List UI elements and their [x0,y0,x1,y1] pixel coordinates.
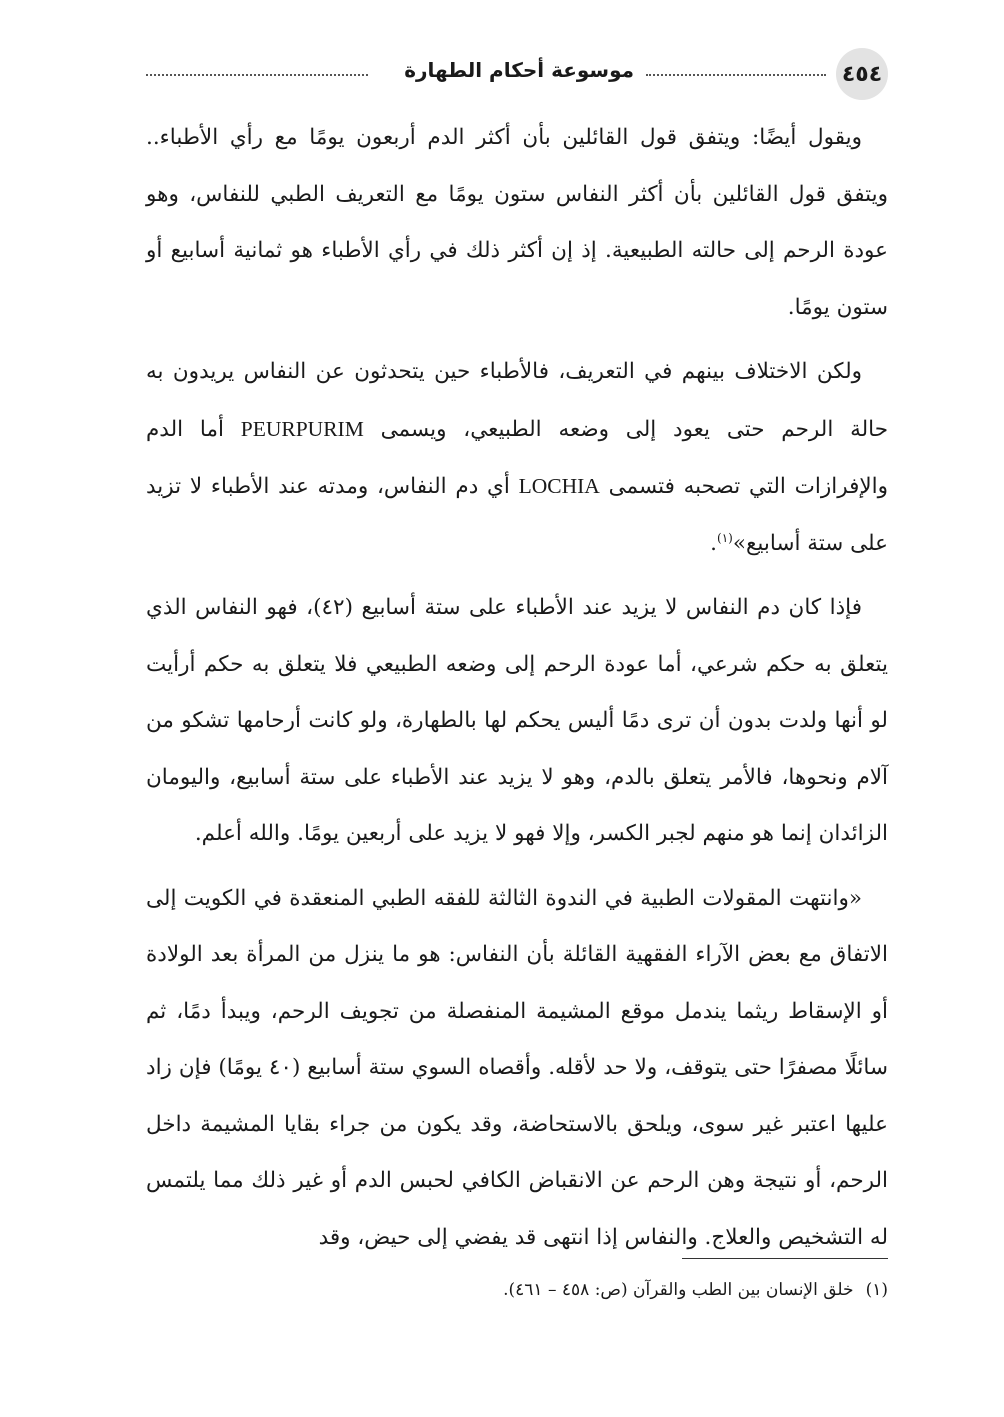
footnote-separator [682,1258,888,1259]
footnote-marker[interactable]: (١) [717,530,733,545]
header-dotted-leader-left [146,74,368,76]
term-peurpurim: PEURPURIM [240,416,364,441]
footnote-text: خلق الإنسان بين الطب والقرآن (ص: ٤٥٨ – ٤٦١). [503,1280,854,1300]
footnote-number: (١) [865,1280,888,1300]
book-title: موسوعة أحكام الطهارة [404,58,634,82]
paragraph-2-part-2: أما الدم والإفرازات التي تصحبه فتسمى [146,416,888,499]
paragraph-1: ويقول أيضًا: ويتفق قول القائلين بأن أكثر الدم أربعون يومًا مع رأي الأطباء.. ويتفق قول القائلين بأن أكثر النفاس ستون يومًا مع التعريف الطبي للنفاس، وهو عودة الرحم إلى حالته الطبيعية. إذ إن أكثر ذلك في رأي الأطباء هو ثمانية أسابيع أو ستون يومًا. [146,125,888,320]
paragraph-2 [146,344,888,572]
paragraph-3: فإذا كان دم النفاس لا يزيد عند الأطباء على ستة أسابيع (٤٢)، فهو النفاس الذي يتعلق به حكم شرعي، أما عودة الرحم إلى وضعه الطبيعي فلا يتعلق به حكم أرأيت لو أنها ولدت بدون أن ترى دمًا أليس يحكم لها بالطهارة، ولو كانت أرحامها تشكو من آلام ونحوها، فالأمر يتعلق بالدم، وهو لا يزيد عند الأطباء على ستة أسابيع، واليومان الزائدان إنما هو منهم لجبر الكسر، وإلا فهو لا يزيد على أربعين يومًا. والله أعلم. [146,595,888,846]
paragraph-2-part-3: أي دم النفاس، ومدته عند الأطباء لا تزيد على ستة أسابيع» [146,474,888,556]
header-dotted-leader-right [646,74,826,76]
main-text [146,110,888,1274]
page-number: ٤٥٤ [841,61,883,87]
footnote [146,1276,888,1304]
paragraph-2-end: . [710,530,717,556]
page-number-badge [836,48,888,100]
page-header [146,44,888,100]
paragraph-2-part-1: ولكن الاختلاف بينهم في التعريف، فالأطباء حين يتحدثون عن النفاس يريدون به حالة الرحم حتى يعود إلى وضعه الطبيعي، ويسمى [146,359,888,442]
term-lochia: LOCHIA [518,474,600,498]
paragraph-4: «وانتهت المقولات الطبية في الندوة الثالثة للفقه الطبي المنعقدة في الكويت إلى الاتفاق مع بعض الآراء الفقهية القائلة بأن النفاس: هو ما ينزل من المرأة بعد الولادة أو الإسقاط ريثما يندمل موقع المشيمة المنفصلة من تجويف الرحم، ويبدأ دمًا، ثم سائلًا مصفرًا حتى يتوقف، ولا حد لأقله. وأقصاه السوي ستة أسابيع (٤٠ يومًا) فإن زاد عليها اعتبر غير سوى، ويلحق بالاستحاضة، وقد يكون من جراء بقايا المشيمة داخل الرحم، أو نتيجة وهن الرحم عن الانقباض الكافي لحبس الدم أو غير ذلك مما يلتمس له التشخيص والعلاج. والنفاس إذا انتهى قد يفضي إلى حيض، وقد [146,885,888,1250]
